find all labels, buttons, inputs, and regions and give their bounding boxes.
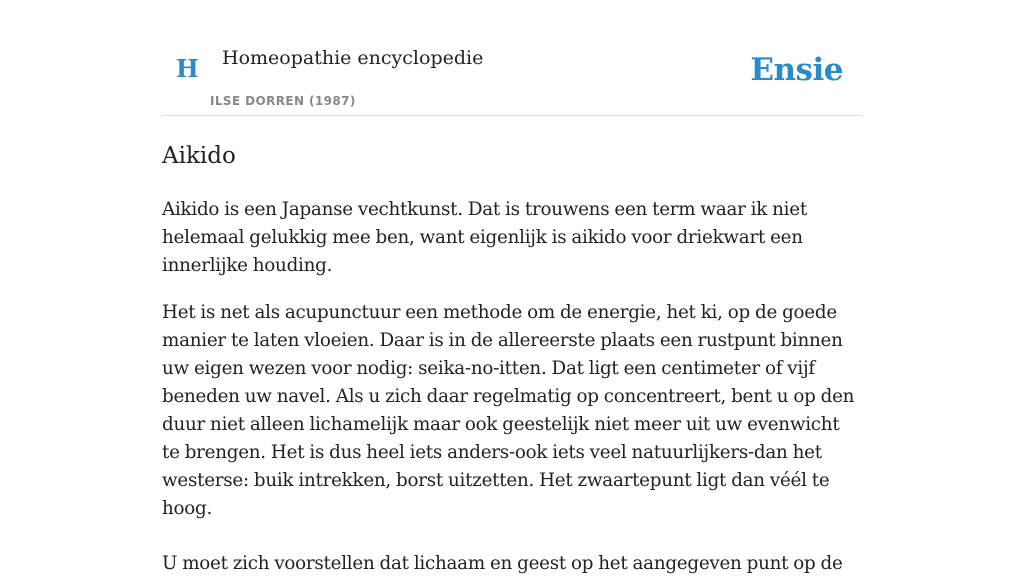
ensie-logo-link[interactable]: Ensie: [750, 52, 843, 88]
page-header: [162, 0, 862, 116]
page-container: [162, 0, 862, 578]
book-title[interactable]: Homeopathie encyclopedie: [222, 47, 484, 69]
article-paragraph: Het is net als acupunctuur een methode om de energie, het ki, op de goede manier te laten vloeien. Daar is in de allereerste plaats een rustpunt binnen uw eigen wezen voor nodig: seika-no-itten. Dat ligt een centimeter of vijf beneden uw navel. Als u zich daar regelmatig op concentreert, bent u op den duur niet alleen lichamelijk maar ook geestelijk niet meer uit uw evenwicht te brengen. Het is dus heel iets anders-ook iets veel natuurlijkers-dan het westerse: buik intrekken, borst uitzetten. Het zwaartepunt ligt dan véél te hoog.: [162, 302, 855, 519]
book-author: ILSE DORREN (1987): [210, 94, 356, 108]
article-paragraph: U moet zich voorstellen dat lichaam en geest op het aangegeven punt op de: [162, 553, 843, 574]
article-title: Aikido: [162, 143, 236, 169]
article: [162, 140, 862, 578]
book-logo[interactable]: H: [176, 54, 199, 83]
article-paragraph: Aikido is een Japanse vechtkunst. Dat is trouwens een term waar ik niet helemaal gelukkig mee ben, want eigenlijk is aikido voor driekwart een innerlijke houding.: [162, 199, 807, 276]
